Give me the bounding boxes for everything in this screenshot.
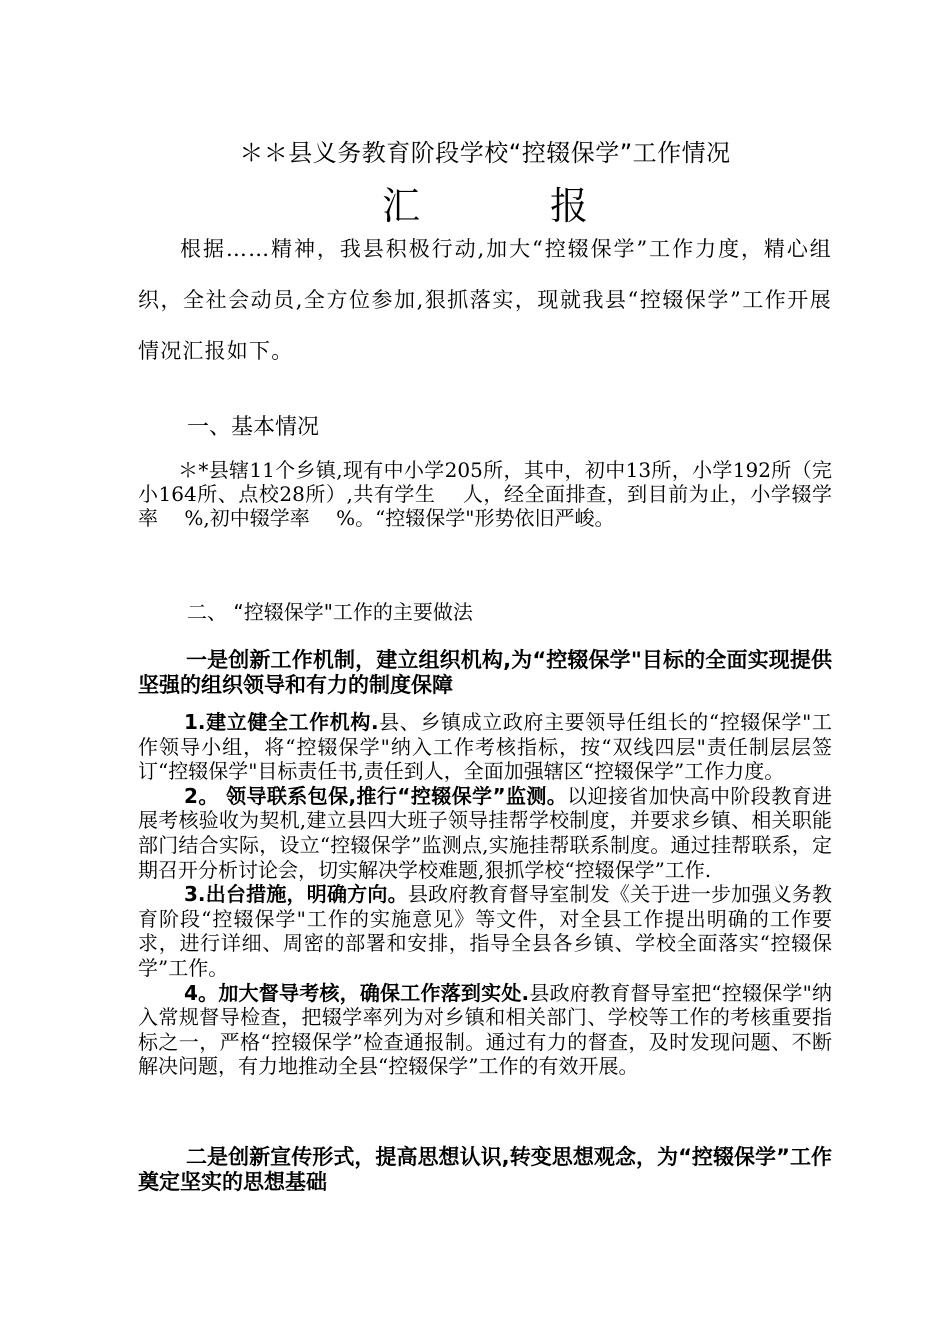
section-heading-measures: 二、 “控辍保学"工作的主要做法: [187, 600, 473, 624]
list-item: [138, 981, 832, 1079]
list-item: [138, 882, 832, 980]
item-lead: 3.出台措施，明确方向。: [184, 882, 408, 907]
list-item: [138, 710, 832, 784]
item-lead: 1.建立健全工作机构.: [184, 710, 379, 734]
item-text: 县政府教育督导室制发《关于进一步加强义务教育阶段“控辍保学"工作的实施意见》等文件，对全县工作提出明确的工作要求，进行详细、周密的部署和安排，指导全县各乡镇、学校全面落实“控辍保学”工作。: [138, 882, 833, 980]
item-lead: 4。加大督导考核，确保工作落到实处.: [184, 980, 530, 1005]
item-text: 以迎接省加快高中阶段教育进展考核验收为契机,建立县四大班子领导挂帮学校制度，并要求乡镇、相关职能部门结合实际，设立“控辍保学”监测点,实施挂帮联系制度。通过挂帮联系，定期召开分析讨论会，切实解决学校难题,狠抓学校“控辍保学”工作.: [138, 783, 832, 882]
document-title-line2: 汇报: [381, 184, 718, 228]
basic-info-paragraph: ＊*县辖11个乡镇,现有中小学205所，其中，初中13所，小学192所（完小164所、点校28所）,共有学生 人，经全面排查，到目前为止，小学辍学率 %,初中辍学率 %。“控辍保学"形势依旧严峻。: [138, 458, 832, 530]
subheading-mechanism: 一是创新工作机制，建立组织机构,为“控辍保学"目标的全面实现提供坚强的组织领导和有力的制度保障: [138, 648, 832, 697]
section-heading-basic: 一、基本情况: [187, 415, 320, 440]
document-title: ＊＊县义务教育阶段学校“控辍保学”工作情况: [239, 139, 731, 167]
list-item: [138, 784, 832, 882]
intro-paragraph: 根据……精神，我县积极行动,加大“控辍保学”工作力度，精心组织，全社会动员,全方位参加,狠抓落实，现就我县“控辍保学”工作开展情况汇报如下。: [138, 237, 832, 363]
item-text: 县政府教育督导室把“控辍保学"纳入常规督导检查，把辍学率列为对乡镇和相关部门、学校等工作的考核重要指标之一，严格“控辍保学”检查通报制。通过有力的督查，及时发现问题、不断解决问题，有力地推动全县“控辍保学”工作的有效开展。: [138, 980, 832, 1079]
item-text: 县、乡镇成立政府主要领导任组长的“控辍保学"工作领导小组，将“控辍保学"纳入工作考核指标，按“双线四层"责任制层层签订“控辍保学"目标责任书,责任到人，全面加强辖区“控辍保学”工作力度。: [138, 710, 832, 784]
item-lead: 2。 领导联系包保,推行“控辍保学”监测。: [184, 783, 568, 808]
measure-list: [138, 710, 832, 1079]
subheading-publicity: 二是创新宣传形式，提高思想认识,转变思想观念，为“控辍保学”工作奠定坚实的思想基础: [138, 1145, 832, 1194]
